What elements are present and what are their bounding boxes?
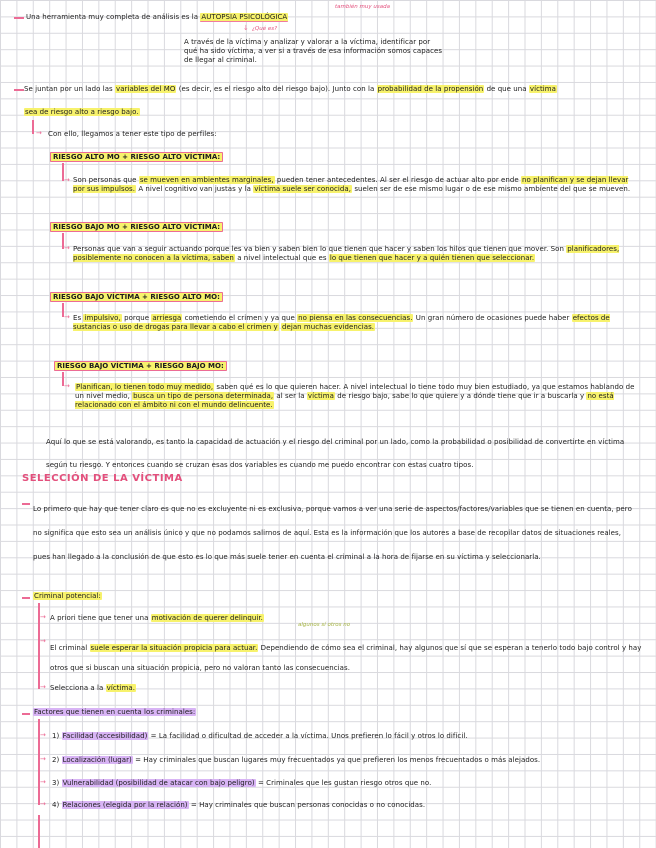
factor-2-text: = Hay criminales que buscan lugares muy frecuentados ya que prefieren los menos frecuentados o más alejados. bbox=[135, 756, 541, 764]
profile-4-p1hl: Planifican, lo tienen todo muy medido, bbox=[76, 383, 214, 391]
factor-3-hl: Vulnerabilidad (posibilidad de atacar con bajo peligro) bbox=[62, 779, 255, 787]
profile-1-title bbox=[50, 152, 223, 162]
join-text2: (es decir, es el riesgo alto del riesgo bajo). Junto con la bbox=[178, 85, 375, 93]
factor-4-hl: Relaciones (elegida por la relación) bbox=[62, 801, 188, 809]
profile-2-p1hl: planificadores, posiblemente no conocen a la víctima, saben bbox=[73, 245, 620, 262]
criminal-item2-note: algunos sí otros no bbox=[298, 622, 351, 628]
arrow-right-icon: → bbox=[64, 244, 70, 252]
criminal-item1 bbox=[50, 614, 264, 623]
criminal-label bbox=[33, 592, 102, 601]
profile-4-p4hl: no está relacionado con el ámbito ni con el mundo delincuente. bbox=[75, 392, 614, 409]
factor-4-num: 4) bbox=[52, 801, 60, 809]
profile-3-title bbox=[50, 292, 223, 302]
note-below: ¿Qué es? bbox=[252, 26, 278, 32]
connector bbox=[38, 815, 40, 848]
profile-4-p4: de riesgo bajo, sabe lo que quiere y a dónde tiene que ir a buscarla y bbox=[337, 392, 585, 400]
intro-explanation: A través de la víctima y analizar y valorar a la víctima, identificar por qué ha sido víctima, a ver si a través de esa información somos capaces de llegar al criminal. bbox=[184, 38, 443, 64]
bullet-dash bbox=[14, 89, 24, 91]
factor-2-num: 2) bbox=[52, 756, 60, 764]
profile-3-p4hl: efectos de sustancias o uso de drogas para llevar a cabo el crimen y bbox=[73, 314, 610, 331]
bullet-dash bbox=[22, 597, 30, 599]
profile-1-p1hl: se mueven en ambientes marginales, bbox=[139, 176, 274, 184]
down-arrow-icon: ↓ bbox=[243, 24, 249, 32]
factor-4-text: = Hay criminales que buscan personas conocidas o no conocidas. bbox=[190, 801, 426, 809]
arrow-right-icon: → bbox=[40, 755, 46, 763]
profile-1-p1: Son personas que bbox=[73, 176, 137, 184]
join-hl2: probabilidad de la propensión bbox=[377, 85, 484, 93]
profile-4-p3hl: víctima bbox=[307, 392, 334, 400]
profile-4-body bbox=[75, 383, 645, 410]
profile-3-p2hl: arriesga bbox=[152, 314, 182, 322]
arrow-right-icon: → bbox=[64, 382, 70, 390]
arrow-right-icon: → bbox=[36, 129, 42, 137]
profile-3-body bbox=[73, 314, 648, 332]
criminal-item2-hl: suele esperar la situación propicia para actuar. bbox=[90, 644, 258, 652]
factor-item-3 bbox=[52, 779, 431, 788]
profile-3-p3hl: no piensa en las consecuencias. bbox=[298, 314, 413, 322]
profile-4-title-text: RIESGO BAJO VÍCTIMA + RIESGO BAJO MO: bbox=[54, 361, 227, 371]
arrow-right-icon: → bbox=[40, 637, 46, 645]
factor-3-text: = Criminales que les gustan riesgo otros que no. bbox=[257, 779, 432, 787]
bullet-dash bbox=[22, 503, 30, 505]
join-line2 bbox=[24, 108, 140, 117]
profile-3-p2: porque bbox=[124, 314, 150, 322]
profile-1-p2: pueden tener antecedentes. Al ser el riesgo de actuar alto por ende bbox=[276, 176, 519, 184]
profile-3-p5hl: dejan muchas evidencias. bbox=[281, 323, 375, 331]
criminal-item2-post: Dependiendo de cómo sea el criminal, hay algunos que sí que se esperan a tenerlo todo bajo control y hay otros que si buscan una situación propicia, pero no valoran tanto las consecuencias. bbox=[50, 644, 642, 672]
criminal-label-text: Criminal potencial: bbox=[34, 592, 101, 600]
profile-1-p3hl: víctima suele ser conocida, bbox=[254, 185, 352, 193]
profile-3-p1hl1: impulsivo, bbox=[84, 314, 121, 322]
arrow-right-icon: → bbox=[40, 731, 46, 739]
join-text3: de que una bbox=[486, 85, 527, 93]
arrow-right-icon: → bbox=[40, 778, 46, 786]
profile-3-p3: cometiendo el crimen y ya que bbox=[184, 314, 295, 322]
join-line bbox=[24, 85, 557, 94]
profile-2-p2hl: lo que tienen que hacer y a quién tienen que seleccionar. bbox=[329, 254, 535, 262]
join-text1: Se juntan por un lado las bbox=[24, 85, 113, 93]
criminal-item2-pre: El criminal bbox=[50, 644, 88, 652]
profile-4-p2hl: busca un tipo de persona determinada, bbox=[133, 392, 274, 400]
factor-3-num: 3) bbox=[52, 779, 60, 787]
profile-1-body bbox=[73, 176, 638, 194]
autopsia-highlight: AUTOPSIA PSICOLÓGICA bbox=[201, 13, 288, 21]
profile-1-p4: suelen ser de ese mismo lugar o de ese mismo ambiente del que se mueven. bbox=[354, 185, 631, 193]
profile-2-p2: a nivel intelectual que es bbox=[237, 254, 327, 262]
section-paragraph: Lo primero que hay que tener claro es que no es excluyente ni es exclusiva, porque vamos a ver una serie de aspectos/factores/variables que se tienen en cuenta, pero no significa que esto sea un análisis único y que no podamos salirnos de aquí. Esta es la información que los autores a base de recopilar datos de situaciones reales, pues han llegado a la conclusión de que esto es lo que más suele tener en cuenta el criminal a la hora de fijarse en su víctima y seleccionarla. bbox=[33, 505, 632, 561]
criminal-item3 bbox=[50, 684, 136, 693]
profile-4-title bbox=[54, 361, 227, 371]
profile-3-p1: Es bbox=[73, 314, 82, 322]
criminal-item1-pre: A priori tiene que tener una bbox=[50, 614, 149, 622]
factor-item-4 bbox=[52, 801, 425, 810]
arrow-right-icon: → bbox=[64, 176, 70, 184]
criminal-item3-pre: Selecciona a la bbox=[50, 684, 104, 692]
factors-label-text: Factores que tienen en cuenta los criminales: bbox=[34, 708, 196, 716]
criminal-item2 bbox=[50, 638, 648, 678]
profile-2-p1: Personas que van a seguir actuando porque les va bien y saben bien lo que tienen que hacer y saben los hilos que tienen que mover. Son bbox=[73, 245, 564, 253]
bullet-dash bbox=[14, 17, 24, 19]
bullet-dash bbox=[22, 713, 30, 715]
arrow-right-icon: → bbox=[40, 683, 46, 691]
profile-3-p4: Un gran número de ocasiones puede haber bbox=[415, 314, 570, 322]
connector bbox=[32, 120, 34, 134]
factor-1-num: 1) bbox=[52, 732, 60, 740]
profile-4-p2: saben qué es lo que quieren hacer. A nivel intelectual lo tiene todo muy bien estudiado, ya que estamos hablando de un nivel medio, bbox=[75, 383, 635, 400]
factors-label bbox=[33, 708, 196, 717]
profile-2-body bbox=[73, 245, 638, 263]
note-right: también muy usada bbox=[335, 4, 390, 10]
summary-paragraph: Aquí lo que se está valorando, es tanto la capacidad de actuación y el riesgo del criminal por un lado, como la probabilidad o posibilidad de convertirte en víctima según tu riesgo. Y entonces cuando se cruzan esas dos variables es cuando me puedo encontrar con estas cuatro tipos. bbox=[46, 438, 625, 469]
factor-2-hl: Localización (lugar) bbox=[62, 756, 132, 764]
profile-1-title-text: RIESGO ALTO MO + RIESGO ALTO VÍCTIMA: bbox=[50, 152, 223, 162]
profile-3-title-text: RIESGO BAJO VÍCTIMA + RIESGO ALTO MO: bbox=[50, 292, 223, 302]
join-sub: Con ello, llegamos a tener este tipo de perfiles: bbox=[48, 130, 217, 138]
join-hl1: variables del MO bbox=[116, 85, 176, 93]
factor-item-2 bbox=[52, 756, 540, 765]
arrow-right-icon: → bbox=[64, 313, 70, 321]
factor-1-hl: Facilidad (accesibilidad) bbox=[62, 732, 148, 740]
join-hl4: sea de riesgo alto a riesgo bajo. bbox=[25, 108, 139, 116]
join-hl3: víctima bbox=[529, 85, 556, 93]
profile-1-p2hl: no planifican y se dejan llevar por sus impulsos. bbox=[73, 176, 629, 193]
intro-text: Una herramienta muy completa de análisis es la bbox=[26, 13, 199, 21]
factor-1-text: = La facilidad o dificultad de acceder a la víctima. Unos prefieren lo fácil y otros lo difícil. bbox=[150, 732, 468, 740]
arrow-right-icon: → bbox=[40, 613, 46, 621]
intro-line bbox=[26, 13, 288, 22]
criminal-item1-hl: motivación de querer delinquir. bbox=[151, 614, 263, 622]
profile-2-title-text: RIESGO BAJO MO + RIESGO ALTO VÍCTIMA: bbox=[50, 222, 223, 232]
profile-1-p3: A nivel cognitivo van justas y la bbox=[138, 185, 251, 193]
criminal-item3-hl: víctima. bbox=[106, 684, 136, 692]
profile-2-title bbox=[50, 222, 223, 232]
profile-4-p3: al ser la bbox=[276, 392, 305, 400]
arrow-right-icon: → bbox=[40, 800, 46, 808]
factor-item-1 bbox=[52, 732, 468, 741]
section-title: SELECCIÓN DE LA VÍCTIMA bbox=[22, 473, 183, 484]
